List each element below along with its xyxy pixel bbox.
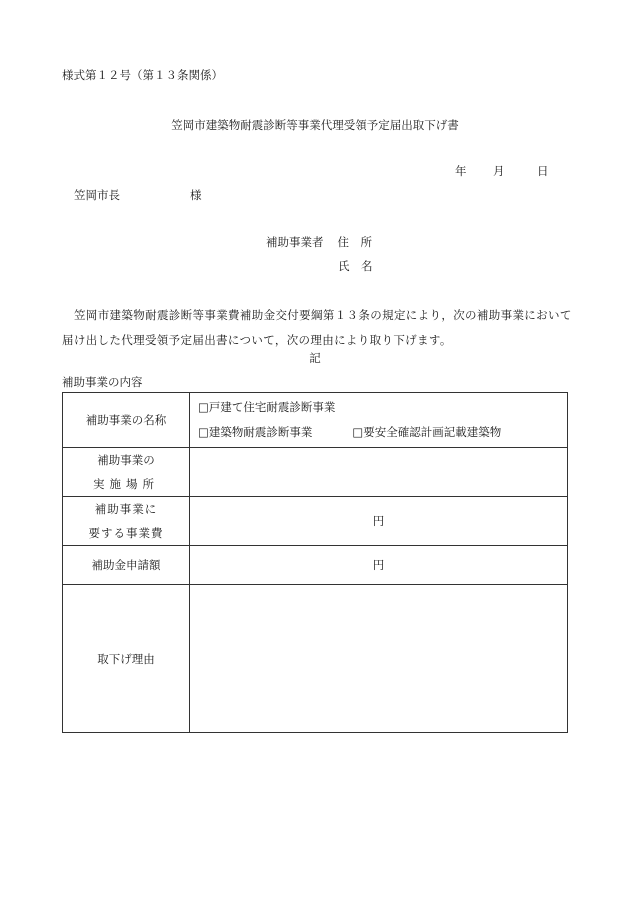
body-paragraph: 笠岡市建築物耐震診断等事業費補助金交付要綱第１３条の規定により，次の補助事業において届け出した代理受領予定届出書について，次の理由により取り下げます。 — [62, 308, 572, 347]
addressee-name: 笠岡市長 — [74, 188, 120, 202]
table-row-project-name — [63, 393, 568, 448]
table-row-cost — [63, 497, 568, 546]
form-number: 様式第１２号（第１３条関係） — [62, 68, 223, 82]
date-year-label: 年 — [455, 164, 467, 178]
section-label: 補助事業の内容 — [62, 375, 143, 389]
option-required-safety-building[interactable]: □要安全確認計画記載建築物 — [352, 425, 502, 439]
reason-value-cell[interactable] — [190, 585, 568, 733]
amount-unit: 円 — [372, 558, 385, 572]
ki-heading: 記 — [309, 351, 321, 365]
addressee-honorific: 様 — [190, 188, 202, 202]
amount-label: 補助金申請額 — [63, 546, 190, 585]
cost-label-line1: 補助事業に — [94, 502, 158, 516]
table-row-amount — [63, 546, 568, 585]
cost-label-line2: 要する事業費 — [88, 526, 164, 540]
location-label — [63, 448, 190, 497]
applicant-role-label: 補助事業者 — [266, 235, 324, 249]
date-line — [455, 163, 549, 179]
cost-unit: 円 — [372, 514, 385, 528]
location-label-line1: 補助事業の — [97, 453, 155, 467]
location-label-line2: 実施場所 — [93, 477, 159, 491]
table-row-reason — [63, 585, 568, 733]
location-value-cell[interactable] — [190, 448, 568, 497]
option-row-2 — [190, 420, 567, 445]
applicant-address-label: 住 所 — [337, 235, 372, 249]
amount-value-cell[interactable] — [190, 546, 568, 585]
project-details-table — [62, 392, 568, 733]
applicant-address-line — [266, 234, 372, 250]
project-name-options — [190, 393, 568, 448]
addressee — [74, 187, 202, 203]
option-building-diagnosis[interactable]: □建築物耐震診断事業 — [198, 425, 313, 439]
option-detached-house-diagnosis[interactable]: □戸建て住宅耐震診断事業 — [198, 400, 336, 414]
date-month-label: 月 — [493, 164, 505, 178]
reason-label: 取下げ理由 — [63, 585, 190, 733]
cost-label — [63, 497, 190, 546]
applicant-name-label: 氏 名 — [338, 259, 373, 273]
cost-value-cell[interactable] — [190, 497, 568, 546]
date-day-label: 日 — [537, 164, 549, 178]
document-title: 笠岡市建築物耐震診断等事業代理受領予定届出取下げ書 — [171, 118, 459, 132]
project-name-label: 補助事業の名称 — [63, 393, 190, 448]
table-row-location — [63, 448, 568, 497]
